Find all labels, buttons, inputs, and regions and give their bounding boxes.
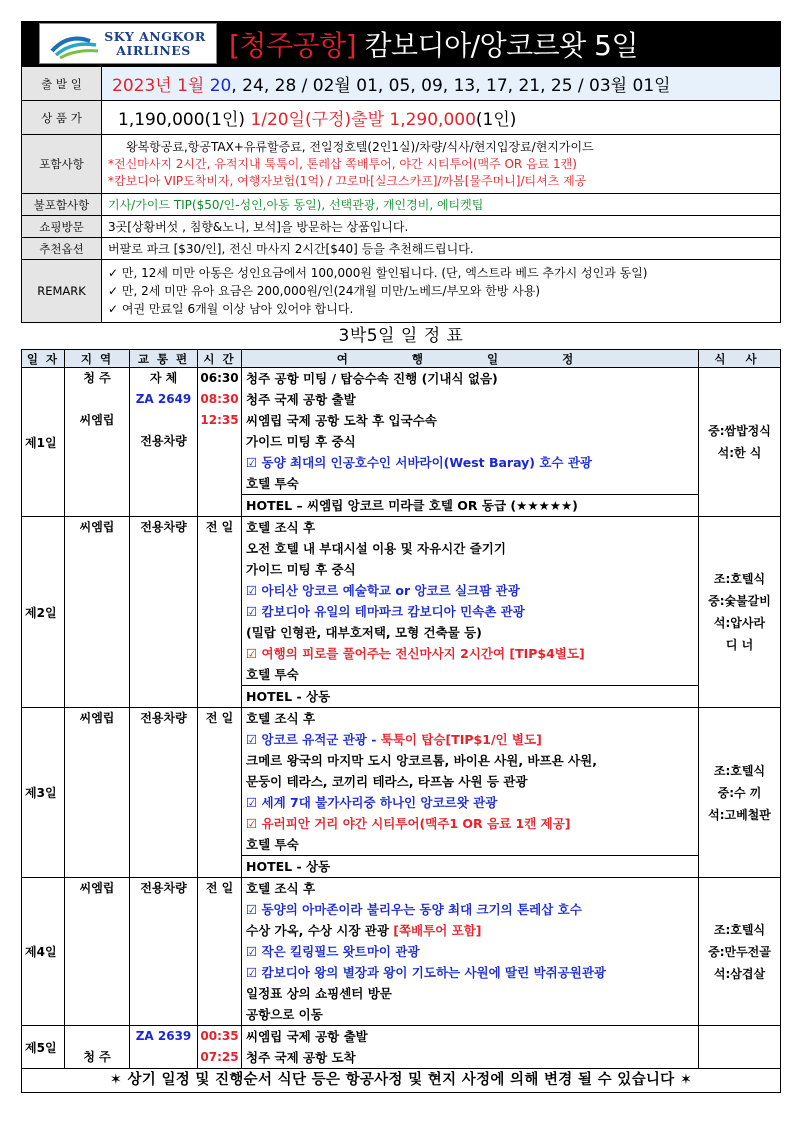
time-cell: 06:30 08:30 12:35 <box>198 368 242 517</box>
include-label: 포함사항 <box>22 135 102 194</box>
hotel-info: HOTEL – 씨엠립 앙코르 미라클 호텔 OR 동급 (★★★★★) <box>242 495 699 517</box>
itinerary-cell: 씨엠립 국제 공항 출발 청주 국제 공항 도착 <box>242 1026 699 1069</box>
place-cell: 씨엠립 <box>65 878 130 1026</box>
col-meal: 식 사 <box>699 350 781 368</box>
include-line: *전신마사지 2시간, 유적지내 툭툭이, 톤레삽 쪽배투어, 야간 시티투어(맥주 OR 음료 1캔) <box>108 157 577 171</box>
col-day: 일 자 <box>22 350 65 368</box>
meal-cell: 조:호텔식 중:숯불갈비 석:압사라 디 너 <box>699 517 781 708</box>
col-place: 지 역 <box>65 350 130 368</box>
recommend-text: 버팔로 파크 [$30/인], 전신 마사지 2시간[$40] 등을 추천해드립니다. <box>102 238 781 260</box>
footer-notice: ✶ 상기 일정 및 진행순서 식단 등은 항공사정 및 현지 사정에 의해 변경 될 수 있습니다 ✶ <box>21 1069 781 1093</box>
col-time: 시 간 <box>198 350 242 368</box>
include-line: 왕복항공료,항공TAX+유류할증료, 전일정호텔(2인1실)/차량/식사/현지입장료/현지가이드 <box>126 140 594 154</box>
transport-cell: 전용차량 <box>130 878 198 1026</box>
remark-list <box>102 260 781 323</box>
logo-line1: SKY ANGKOR <box>104 28 206 44</box>
departure-dates: 2023년 1월 20, 24, 28 / 02월 01, 05, 09, 13, 17, 21, 25 / 03월 01일 <box>102 67 781 101</box>
time-cell: 00:35 07:25 <box>198 1026 242 1069</box>
itinerary-cell: 호텔 조식 후 ☑ 앙코르 유적군 관광 - 툭툭이 탑승[TIP$1/인 별도] 크메르 왕국의 마지막 도시 앙코르톰, 바이욘 사원, 바프욘 사원, 문둥이 테라스, 코끼리 테라스, 타프놈 사원 등 관광 ☑ 세계 7대 불가사리중 하나인 앙코르왓 관광 ☑ 유러피안 거리 야간 시티투어(맥주1 OR 음료 1캔 제공] 호텔 투숙 <box>242 708 699 856</box>
transport-cell: 전용차량 <box>130 517 198 708</box>
include-list <box>102 135 781 194</box>
day-row <box>22 517 781 686</box>
dates-label: 출 발 일 <box>22 67 102 101</box>
meal-cell: 중:쌈밥정식 석:한 식 <box>699 368 781 517</box>
title-route: 캄보디아/앙코르왓 5일 <box>356 28 639 62</box>
exclude-label: 불포함사항 <box>22 194 102 216</box>
place-cell: 청 주 <box>65 1026 130 1069</box>
include-line: *캄보디아 VIP도착비자, 여행자보험(1억) / 끄로마[실크스카프]/까봄[물주머니]/티셔츠 제공 <box>108 174 587 188</box>
schedule-table <box>21 349 781 1069</box>
day-row <box>22 368 781 495</box>
itinerary-cell: 호텔 조식 후 ☑ 동양의 아마존이라 불리우는 동양 최대 크기의 톤레삽 호수 수상 가옥, 수상 시장 관광 [쪽배투어 포함] ☑ 작은 킬링필드 왓트마이 관광 ☑ 캄보디아 왕의 별장과 왕이 기도하는 사원에 딸린 박쥐공원관광 일정표 상의 쇼핑센터 방문 공항으로 이동 <box>242 878 699 1026</box>
logo-line2: AIRLINES <box>116 42 191 58</box>
itinerary-document <box>21 21 781 1093</box>
header-bar <box>21 21 781 66</box>
day-label: 제4일 <box>22 878 65 1026</box>
hotel-info: HOTEL - 상동 <box>242 856 699 878</box>
time-cell: 전 일 <box>198 708 242 878</box>
day-label: 제2일 <box>22 517 65 708</box>
place-cell: 씨엠립 <box>65 517 130 708</box>
time-cell: 전 일 <box>198 517 242 708</box>
day-row <box>22 1026 781 1069</box>
airline-logo <box>39 23 217 64</box>
remark-label: REMARK <box>22 260 102 323</box>
day-label: 제1일 <box>22 368 65 517</box>
day-label: 제3일 <box>22 708 65 878</box>
col-transport: 교 통 편 <box>130 350 198 368</box>
shopping-label: 쇼핑방문 <box>22 216 102 238</box>
shopping-text: 3곳[상황버섯 , 침향&노니, 보석]을 방문하는 상품입니다. <box>102 216 781 238</box>
remark-line: ✓ 여권 만료일 6개월 이상 남아 있어야 합니다. <box>108 302 354 316</box>
remark-line: ✓ 만, 12세 미만 아동은 성인요금에서 100,000원 할인됩니다. (단, 엑스트라 베드 추가시 성인과 동일) <box>108 266 648 280</box>
price-label: 상 품 가 <box>22 101 102 135</box>
transport-cell: 자 체 ZA 2649 전용차량 <box>130 368 198 517</box>
transport-cell <box>130 1026 198 1069</box>
day-row <box>22 878 781 1026</box>
meal-cell: 조:호텔식 중:수 끼 석:고베철판 <box>699 708 781 878</box>
day-label: 제5일 <box>22 1026 65 1069</box>
meal-cell: 조:호텔식 중:만두전골 석:삼겹살 <box>699 878 781 1026</box>
place-cell: 청 주 씨엠립 <box>65 368 130 517</box>
swoosh-logo-icon <box>50 29 100 59</box>
place-cell: 씨엠립 <box>65 708 130 878</box>
itinerary-cell: 청주 공항 미팅 / 탑승수속 진행 (기내식 없음) 청주 국제 공항 출발 씨엠립 국제 공항 도착 후 입국수속 가이드 미팅 후 중식 ☑ 동양 최대의 인공호수인 서바라이(West Baray) 호수 관광 호텔 투숙 <box>242 368 699 495</box>
remark-line: ✓ 만, 2세 미만 유아 요금은 200,000원/인(24개월 미만/노베드/부모와 한방 사용) <box>108 284 541 298</box>
recommend-label: 추천옵션 <box>22 238 102 260</box>
flight-number: ZA 2649 <box>135 392 192 406</box>
day-row <box>22 708 781 856</box>
price-value: 1,190,000(1인) 1/20일(구정)출발 1,290,000(1인) <box>102 101 781 135</box>
itinerary-cell: 호텔 조식 후 오전 호텔 내 부대시설 이용 및 자유시간 즐기기 가이드 미팅 후 중식 ☑ 아티산 앙코르 예술학교 or 앙코르 실크팜 관광 ☑ 캄보디아 유일의 테마파크 캄보디아 민속촌 관광 (밀랍 인형관, 대부호저택, 모형 건축물 등) ☑ 여행의 피로를 풀어주는 전신마사지 2시간여 [TIP$4별도] 호텔 투숙 <box>242 517 699 686</box>
hotel-info: HOTEL - 상동 <box>242 686 699 708</box>
exclude-text: 기사/가이드 TIP($50/인-성인,아동 동일), 선택관광, 개인경비, 에티켓팁 <box>102 194 781 216</box>
product-title <box>217 24 779 64</box>
meal-cell <box>699 1026 781 1069</box>
transport-cell: 전용차량 <box>130 708 198 878</box>
flight-number: ZA 2639 <box>135 1029 192 1043</box>
col-itinerary: 여 행 일 정 <box>242 350 699 368</box>
time-cell: 전 일 <box>198 878 242 1026</box>
schedule-title: 3박5일 일 정 표 <box>338 326 464 346</box>
title-airport: [청주공항] <box>229 28 357 62</box>
product-info-table <box>21 66 781 323</box>
